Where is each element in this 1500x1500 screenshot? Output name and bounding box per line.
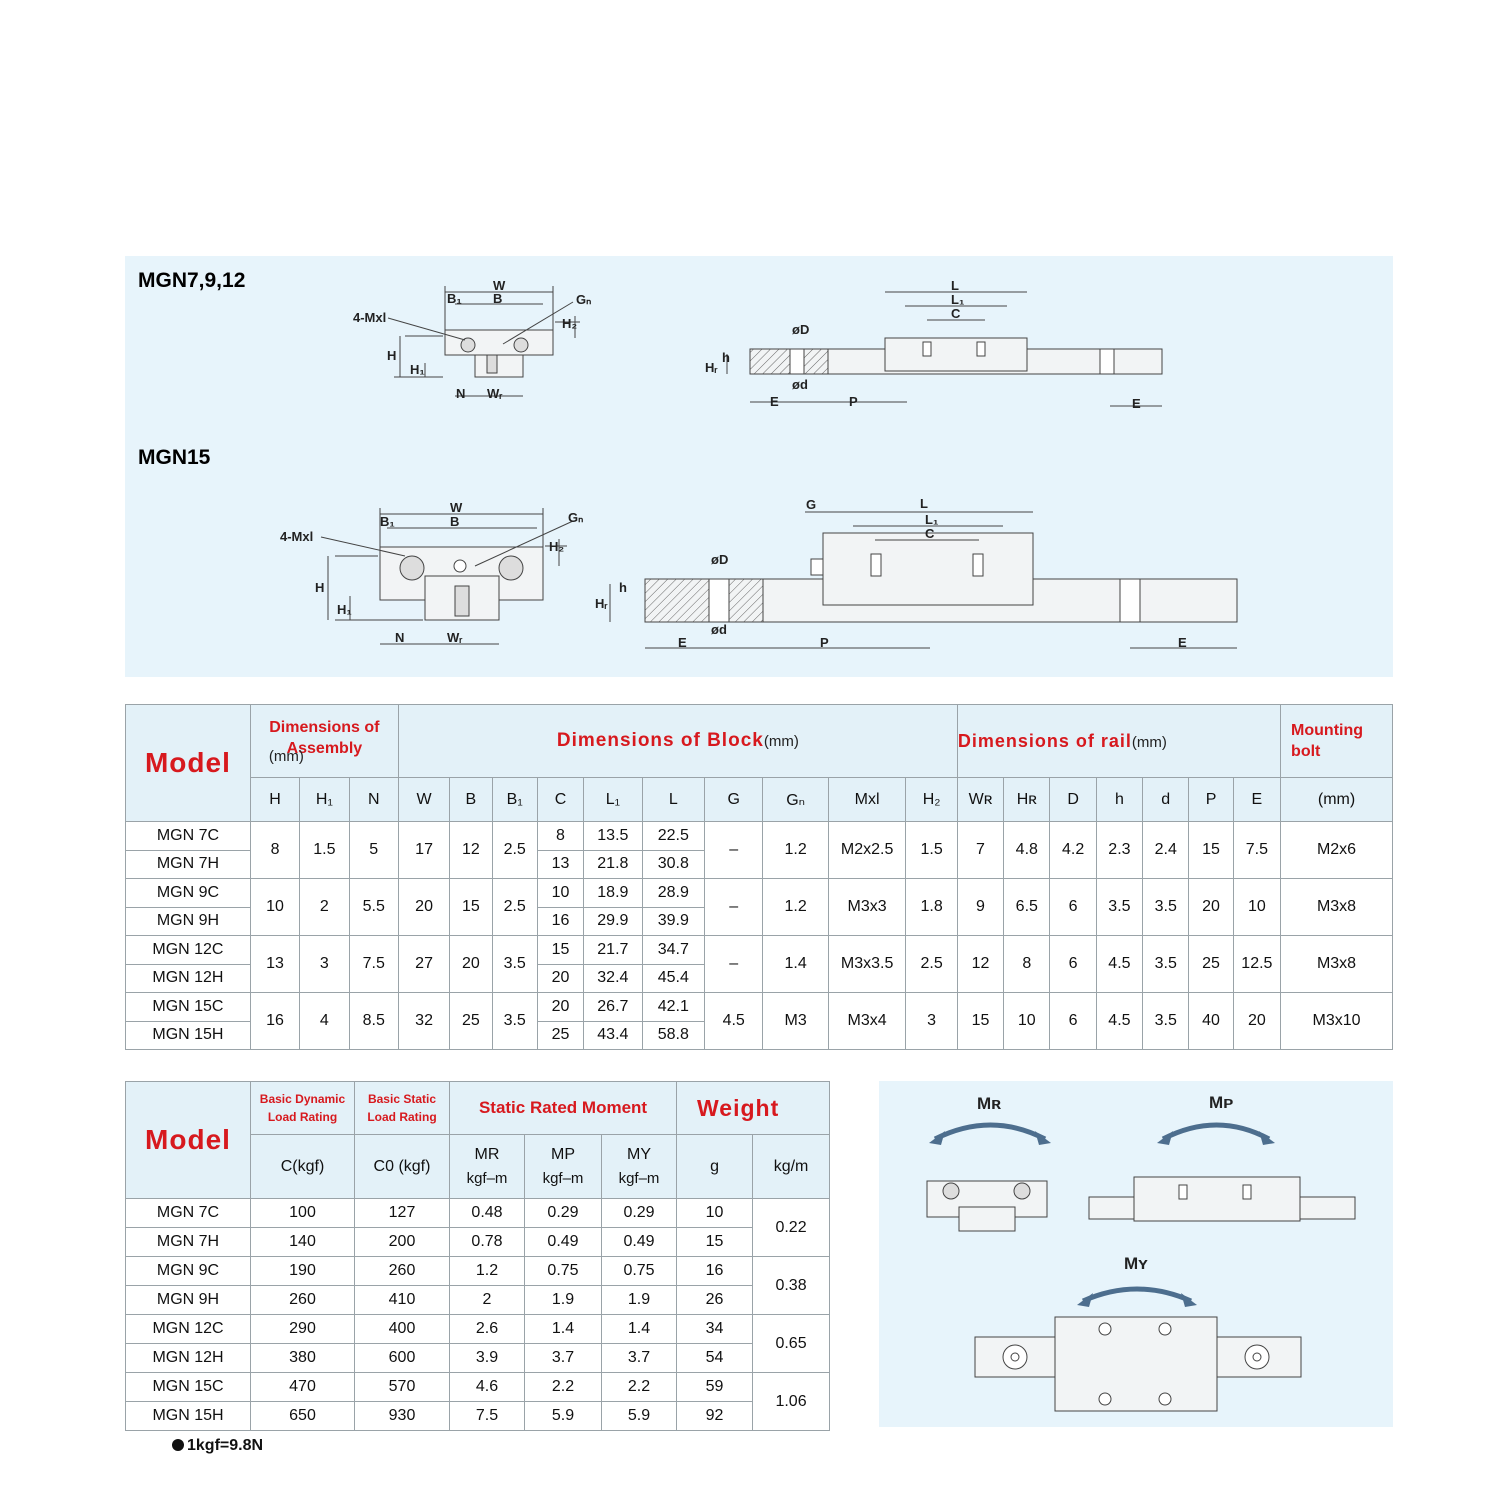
dim-label-D-15: øD [711, 552, 729, 567]
bolt-group-header [1281, 705, 1393, 778]
load-cell-model: MGN 7C [126, 1199, 251, 1228]
block-group-title: Dimensions of Block [556, 730, 764, 751]
rail-group-title: Dimensions of rail [957, 730, 1132, 751]
col-B1: B₁ [492, 778, 537, 822]
load-cell-model: MGN 7H [126, 1228, 251, 1257]
load-cell-MY: 5.9 [602, 1402, 677, 1431]
model-cell: MGN 9H [126, 907, 251, 936]
cell-E: 7.5 [1233, 822, 1280, 879]
load-cell-C0: 410 [355, 1286, 450, 1315]
dim-label-B1-15: B₁ [380, 514, 395, 529]
load-cell-model: MGN 9C [126, 1257, 251, 1286]
load-cell-MY: 1.9 [602, 1286, 677, 1315]
cell-HR: 6.5 [1004, 879, 1050, 936]
dimension-row [126, 822, 1393, 851]
load-cell-model: MGN 15C [126, 1373, 251, 1402]
load-cell-MR: 0.48 [450, 1199, 525, 1228]
load-cell-C: 100 [251, 1199, 355, 1228]
dimension-row [126, 993, 1393, 1022]
col-MY: MY kgf–m [602, 1135, 677, 1199]
cell-C: 25 [537, 1021, 583, 1050]
load-cell-MR: 3.9 [450, 1344, 525, 1373]
technical-drawing-panel [125, 256, 1393, 677]
cell-HR: 10 [1004, 993, 1050, 1050]
load-cell-g: 15 [677, 1228, 753, 1257]
dim-label-E-15: E [678, 635, 687, 650]
load-cell-C: 140 [251, 1228, 355, 1257]
col-kg-per-m: kg/m [753, 1135, 830, 1199]
rail-group-header [957, 705, 1280, 778]
cell-N: 5.5 [349, 879, 398, 936]
yaw-arrow-head-left [1077, 1293, 1093, 1307]
pitch-arrow-head-right [1259, 1131, 1275, 1145]
cell-h: 4.5 [1096, 936, 1142, 993]
cell-D: 4.2 [1050, 822, 1096, 879]
model-cell: MGN 15C [126, 993, 251, 1022]
cell-HR: 8 [1004, 936, 1050, 993]
cell-B1: 3.5 [492, 936, 537, 993]
dim-label-B1: B₁ [447, 291, 462, 306]
load-cell-MY: 3.7 [602, 1344, 677, 1373]
cell-H: 13 [250, 936, 299, 993]
model-header: Model [126, 705, 251, 822]
dim-label-Gn-15: Gₙ [568, 510, 584, 525]
col-L1: L₁ [584, 778, 642, 822]
dimension-drawings [125, 256, 1393, 677]
dim-label-B-15: B [450, 514, 460, 529]
cell-L1: 13.5 [584, 822, 642, 851]
model-cell: MGN 12C [126, 936, 251, 965]
load-cell-g: 59 [677, 1373, 753, 1402]
col-N: N [349, 778, 398, 822]
cell-D: 6 [1050, 993, 1096, 1050]
load-cell-model: MGN 12H [126, 1344, 251, 1373]
cell-L1: 21.7 [584, 936, 642, 965]
series-title-mgn15: MGN15 [138, 446, 211, 469]
dim-label-h: h [722, 350, 730, 365]
load-cell-MR: 4.6 [450, 1373, 525, 1402]
load-cell-MP: 5.9 [525, 1402, 602, 1431]
cell-W: 32 [398, 993, 449, 1050]
dim-label-H2-15: H₂ [549, 539, 565, 554]
load-cell-rail-weight: 1.06 [753, 1373, 830, 1431]
bolt-group-title: Mounting bolt [1291, 722, 1364, 760]
col-H2: H₂ [906, 778, 957, 822]
cell-HR: 4.8 [1004, 822, 1050, 879]
load-cell-MP: 2.2 [525, 1373, 602, 1402]
dimension-table [125, 704, 1393, 1050]
cell-d: 2.4 [1143, 822, 1189, 879]
moment-label-MR: Mʀ [977, 1094, 1002, 1113]
dim-label-N-15: N [395, 630, 405, 645]
cell-bolt: M3x8 [1281, 936, 1393, 993]
cell-Mxl: M3x4 [828, 993, 906, 1050]
cell-h: 3.5 [1096, 879, 1142, 936]
load-cell-C: 470 [251, 1373, 355, 1402]
load-cell-C: 290 [251, 1315, 355, 1344]
pitch-moment-arrow [1163, 1125, 1269, 1139]
cell-Gn: M3 [763, 993, 828, 1050]
rail-group-unit: (mm) [1131, 733, 1167, 751]
cell-h: 4.5 [1096, 993, 1142, 1050]
cell-B: 25 [450, 993, 492, 1050]
cell-WR: 9 [957, 879, 1003, 936]
dim-label-W-15: W [450, 500, 463, 515]
cell-L: 42.1 [642, 993, 704, 1022]
cell-bolt: M2x6 [1281, 822, 1393, 879]
cell-C: 16 [537, 907, 583, 936]
cell-W: 17 [398, 822, 449, 879]
dim-label-W: W [493, 278, 506, 293]
cell-B: 12 [450, 822, 492, 879]
load-cell-rail-weight: 0.65 [753, 1315, 830, 1373]
load-row [126, 1199, 830, 1228]
dim-label-mxl-15: 4-Mxl [280, 529, 314, 544]
cell-C: 15 [537, 936, 583, 965]
roll-arrow-head-right [1035, 1131, 1051, 1145]
cell-H2: 2.5 [906, 936, 957, 993]
load-cell-C0: 570 [355, 1373, 450, 1402]
cell-H2: 1.5 [906, 822, 957, 879]
dimension-row [126, 936, 1393, 965]
pitch-arrow-head-left [1157, 1131, 1173, 1145]
moment-label-MP: Mᴘ [1209, 1093, 1234, 1112]
col-D: D [1050, 778, 1096, 822]
cell-H: 16 [250, 993, 299, 1050]
col-g: g [677, 1135, 753, 1199]
roll-arrow-head-left [929, 1131, 945, 1145]
load-cell-C0: 930 [355, 1402, 450, 1431]
load-row [126, 1402, 830, 1431]
dim-label-E-right-15: E [1178, 635, 1187, 650]
cell-L: 28.9 [642, 879, 704, 908]
cell-H: 10 [250, 879, 299, 936]
load-cell-MR: 2 [450, 1286, 525, 1315]
load-cell-g: 54 [677, 1344, 753, 1373]
load-cell-g: 26 [677, 1286, 753, 1315]
load-rating-table [125, 1081, 830, 1431]
cell-Mxl: M2x2.5 [828, 822, 906, 879]
cell-bolt: M3x10 [1281, 993, 1393, 1050]
load-cell-MP: 0.75 [525, 1257, 602, 1286]
cell-H: 8 [250, 822, 299, 879]
load-cell-MY: 0.75 [602, 1257, 677, 1286]
cell-H2: 1.8 [906, 879, 957, 936]
assembly-group-title: Dimensions of Assembly [269, 718, 380, 757]
col-WR: Wʀ [957, 778, 1003, 822]
weight-header: Weight [677, 1082, 830, 1135]
cell-P: 25 [1189, 936, 1233, 993]
yaw-top-view [975, 1317, 1301, 1411]
load-cell-MP: 1.4 [525, 1315, 602, 1344]
dim-label-G: G [806, 497, 817, 512]
dim-label-HR-15: Hᵣ [595, 596, 608, 611]
load-cell-MY: 0.29 [602, 1199, 677, 1228]
col-Mxl: Mxl [828, 778, 906, 822]
cell-P: 40 [1189, 993, 1233, 1050]
dim-label-h-15: h [619, 580, 627, 595]
load-row [126, 1315, 830, 1344]
cell-C: 13 [537, 850, 583, 879]
static-moment-header: Static Rated Moment [450, 1082, 677, 1135]
cell-L1: 21.8 [584, 850, 642, 879]
load-cell-C: 380 [251, 1344, 355, 1373]
cell-G: – [704, 822, 762, 879]
mgn15-side-view [610, 512, 1237, 648]
load-cell-MR: 2.6 [450, 1315, 525, 1344]
load-cell-MY: 1.4 [602, 1315, 677, 1344]
dim-label-H2: H₂ [562, 316, 578, 331]
cell-d: 3.5 [1143, 879, 1189, 936]
dim-label-P-15: P [820, 635, 829, 650]
dim-label-WR: Wᵣ [487, 386, 503, 401]
col-MP: MP kgf–m [525, 1135, 602, 1199]
dim-label-L-15: L [920, 496, 928, 511]
cell-B1: 2.5 [492, 879, 537, 936]
dim-label-E-right: E [1132, 396, 1141, 411]
cell-Mxl: M3x3.5 [828, 936, 906, 993]
conversion-note: 1kgf=9.8N [172, 1437, 263, 1455]
col-MR-unit: kgf–m [466, 1170, 508, 1187]
cell-H1: 3 [300, 936, 349, 993]
load-cell-C: 650 [251, 1402, 355, 1431]
cell-L1: 26.7 [584, 993, 642, 1022]
bullet-icon [172, 1439, 184, 1451]
load-row [126, 1344, 830, 1373]
load-model-header: Model [126, 1082, 251, 1199]
load-cell-MP: 0.29 [525, 1199, 602, 1228]
cell-L: 39.9 [642, 907, 704, 936]
moment-diagrams [879, 1081, 1393, 1427]
dynamic-load-header: Basic Dynamic Load Rating [251, 1082, 355, 1135]
load-cell-MY: 0.49 [602, 1228, 677, 1257]
model-cell: MGN 9C [126, 879, 251, 908]
dim-label-WR-15: Wᵣ [447, 630, 463, 645]
load-cell-rail-weight: 0.22 [753, 1199, 830, 1257]
col-MY-unit: kgf–m [618, 1170, 660, 1187]
assembly-group-header [250, 705, 398, 778]
dim-label-H: H [387, 348, 397, 363]
roll-moment-arrow [935, 1125, 1045, 1139]
cell-C: 8 [537, 822, 583, 851]
dim-label-B: B [493, 291, 503, 306]
cell-P: 15 [1189, 822, 1233, 879]
col-H: H [250, 778, 299, 822]
cell-H1: 2 [300, 879, 349, 936]
load-cell-MY: 2.2 [602, 1373, 677, 1402]
cell-G: – [704, 936, 762, 993]
dim-label-C-15: C [925, 526, 935, 541]
cell-L: 45.4 [642, 964, 704, 993]
dim-label-H1: H₁ [410, 362, 425, 377]
load-cell-rail-weight: 0.38 [753, 1257, 830, 1315]
model-cell: MGN 15H [126, 1021, 251, 1050]
load-cell-MP: 0.49 [525, 1228, 602, 1257]
col-HR: Hʀ [1004, 778, 1050, 822]
cell-Gn: 1.2 [763, 879, 828, 936]
model-cell: MGN 12H [126, 964, 251, 993]
cell-L: 34.7 [642, 936, 704, 965]
cell-B: 15 [450, 879, 492, 936]
col-P: P [1189, 778, 1233, 822]
load-cell-MP: 1.9 [525, 1286, 602, 1315]
col-MP-unit: kgf–m [542, 1170, 584, 1187]
load-cell-model: MGN 12C [126, 1315, 251, 1344]
col-H1: H₁ [300, 778, 349, 822]
cell-W: 27 [398, 936, 449, 993]
load-row [126, 1286, 830, 1315]
moment-label-MY: Mʏ [1124, 1254, 1148, 1273]
cell-L1: 43.4 [584, 1021, 642, 1050]
dim-label-L: L [951, 278, 959, 293]
load-cell-MR: 7.5 [450, 1402, 525, 1431]
load-cell-MR: 0.78 [450, 1228, 525, 1257]
cell-N: 8.5 [349, 993, 398, 1050]
dim-label-H1-15: H₁ [337, 602, 352, 617]
load-cell-C0: 600 [355, 1344, 450, 1373]
col-C-kgf: C(kgf) [251, 1135, 355, 1199]
col-L: L [642, 778, 704, 822]
dim-label-C: C [951, 306, 961, 321]
dim-label-E: E [770, 394, 779, 409]
load-row [126, 1228, 830, 1257]
dimension-table-body [126, 822, 1393, 1050]
cell-L1: 29.9 [584, 907, 642, 936]
load-cell-C0: 260 [355, 1257, 450, 1286]
model-cell: MGN 7H [126, 850, 251, 879]
cell-Gn: 1.4 [763, 936, 828, 993]
cell-E: 20 [1233, 993, 1280, 1050]
roll-cross-section [927, 1181, 1047, 1231]
cell-L: 58.8 [642, 1021, 704, 1050]
dim-label-mxl: 4-Mxl [353, 310, 387, 325]
dim-label-D: øD [792, 322, 810, 337]
cell-D: 6 [1050, 879, 1096, 936]
load-cell-C0: 127 [355, 1199, 450, 1228]
dim-label-H-15: H [315, 580, 325, 595]
cell-E: 12.5 [1233, 936, 1280, 993]
cell-C: 20 [537, 964, 583, 993]
dim-label-Gn: Gₙ [576, 292, 592, 307]
series-title-mgn7-12: MGN7,9,12 [138, 269, 246, 292]
cell-G: – [704, 879, 762, 936]
cell-W: 20 [398, 879, 449, 936]
load-cell-g: 92 [677, 1402, 753, 1431]
cell-h: 2.3 [1096, 822, 1142, 879]
cell-Gn: 1.2 [763, 822, 828, 879]
cell-WR: 12 [957, 936, 1003, 993]
load-cell-MP: 3.7 [525, 1344, 602, 1373]
yaw-moment-arrow [1083, 1289, 1191, 1301]
load-cell-C: 190 [251, 1257, 355, 1286]
col-G: G [704, 778, 762, 822]
cell-d: 3.5 [1143, 936, 1189, 993]
load-cell-model: MGN 15H [126, 1402, 251, 1431]
load-cell-g: 10 [677, 1199, 753, 1228]
cell-d: 3.5 [1143, 993, 1189, 1050]
cell-WR: 7 [957, 822, 1003, 879]
dim-label-L1-15: L₁ [925, 512, 939, 527]
load-table-body [126, 1199, 830, 1431]
col-E: E [1233, 778, 1280, 822]
yaw-arrow-head-right [1181, 1293, 1197, 1307]
static-load-header: Basic Static Load Rating [355, 1082, 450, 1135]
load-cell-g: 34 [677, 1315, 753, 1344]
cell-P: 20 [1189, 879, 1233, 936]
cell-WR: 15 [957, 993, 1003, 1050]
cell-bolt: M3x8 [1281, 879, 1393, 936]
col-W: W [398, 778, 449, 822]
col-Gn: Gₙ [763, 778, 828, 822]
load-cell-C0: 200 [355, 1228, 450, 1257]
model-cell: MGN 7C [126, 822, 251, 851]
assembly-group-unit: (mm) [268, 747, 304, 765]
load-cell-C: 260 [251, 1286, 355, 1315]
col-h: h [1096, 778, 1142, 822]
cell-H1: 1.5 [300, 822, 349, 879]
pitch-side-view [1089, 1177, 1355, 1221]
cell-N: 7.5 [349, 936, 398, 993]
col-bolt-unit: (mm) [1281, 778, 1393, 822]
cell-C: 10 [537, 879, 583, 908]
cell-H2: 3 [906, 993, 957, 1050]
cell-L: 30.8 [642, 850, 704, 879]
cell-N: 5 [349, 822, 398, 879]
mgn15-cross-section [321, 508, 573, 644]
dim-label-N: N [456, 386, 466, 401]
load-cell-MR: 1.2 [450, 1257, 525, 1286]
block-group-unit: (mm) [763, 733, 799, 750]
load-cell-g: 16 [677, 1257, 753, 1286]
cell-B1: 3.5 [492, 993, 537, 1050]
load-row [126, 1373, 830, 1402]
col-B: B [450, 778, 492, 822]
col-C0-kgf: C0 (kgf) [355, 1135, 450, 1199]
col-d: d [1143, 778, 1189, 822]
cell-H1: 4 [300, 993, 349, 1050]
col-MR: MR kgf–m [450, 1135, 525, 1199]
cell-Mxl: M3x3 [828, 879, 906, 936]
cell-B: 20 [450, 936, 492, 993]
block-group-header [398, 705, 957, 778]
moment-diagram-panel [879, 1081, 1393, 1427]
mgn7-12-cross-section [388, 286, 580, 396]
load-cell-C0: 400 [355, 1315, 450, 1344]
load-cell-model: MGN 9H [126, 1286, 251, 1315]
dim-label-d-15: ød [711, 622, 727, 637]
cell-E: 10 [1233, 879, 1280, 936]
load-row [126, 1257, 830, 1286]
cell-C: 20 [537, 993, 583, 1022]
dim-label-L1: L₁ [951, 292, 965, 307]
dim-label-HR: Hᵣ [705, 360, 718, 375]
cell-L1: 32.4 [584, 964, 642, 993]
dim-label-d: ød [792, 377, 808, 392]
cell-L: 22.5 [642, 822, 704, 851]
dimension-row [126, 879, 1393, 908]
cell-B1: 2.5 [492, 822, 537, 879]
col-C: C [537, 778, 583, 822]
cell-D: 6 [1050, 936, 1096, 993]
cell-G: 4.5 [704, 993, 762, 1050]
cell-L1: 18.9 [584, 879, 642, 908]
dim-label-P: P [849, 394, 858, 409]
